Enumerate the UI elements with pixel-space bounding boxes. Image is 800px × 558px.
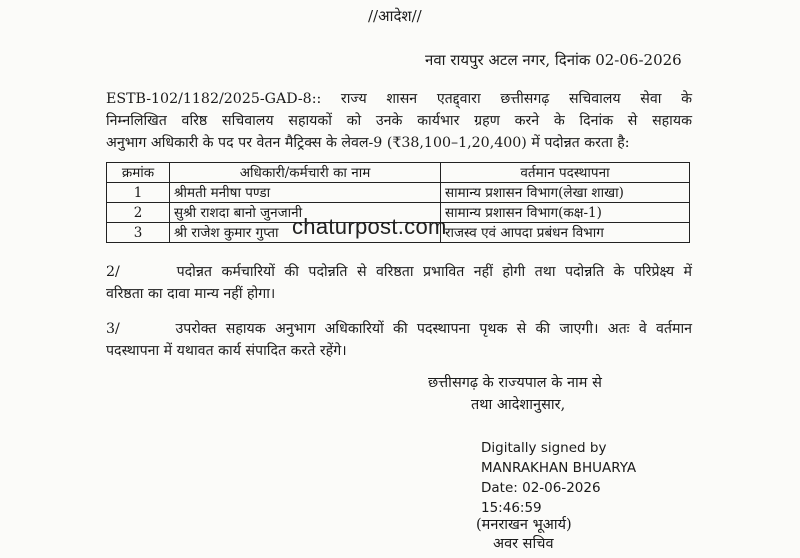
signatory-name: (मनराखन भूआर्य)	[476, 517, 572, 533]
name-cell: श्रीमती मनीषा पण्डा	[170, 183, 441, 203]
paragraph-2	[106, 261, 692, 305]
table-row	[107, 183, 690, 203]
posting-cell: राजस्व एवं आपदा प्रबंधन विभाग	[441, 223, 690, 243]
order-line: निम्नलिखित वरिष्ठ सचिवालय सहायकों को उनके कार्यभार ग्रहण करने के दिनांक से सहायक	[106, 113, 692, 129]
place-and-date: नवा रायपुर अटल नगर, दिनांक 02-06-2026	[425, 51, 682, 69]
order-line: अनुभाग अधिकारी के पद पर वेतन मैट्रिक्स के लेवल-9 (₹38,100–1,20,400) में पदोन्नत करता है:	[106, 135, 630, 151]
paragraph-3	[106, 318, 692, 362]
table-header-row	[107, 163, 690, 183]
paragraph-line: पदस्थापना में यथावत कार्य संपादित करते रहेंगे।	[106, 343, 347, 359]
digital-signature-time: 15:46:59	[481, 500, 542, 516]
column-header-posting: वर्तमान पदस्थापना	[441, 163, 690, 183]
signature-order-line: तथा आदेशानुसार,	[471, 397, 566, 413]
serial-cell: 1	[107, 183, 170, 203]
name-cell: श्री राजेश कुमार गुप्ता	[170, 223, 441, 243]
paragraph-line: वरिष्ठता का दावा मान्य नहीं होगा।	[106, 286, 276, 302]
order-paragraph	[106, 88, 692, 154]
serial-cell: 3	[107, 223, 170, 243]
watermark-text: chaturpost.com	[292, 214, 447, 239]
digital-signature-date: Date: 02-06-2026	[481, 480, 601, 496]
name-cell: सुश्री राशदा बानो जुनजानी	[170, 203, 441, 223]
signatory-designation: अवर सचिव	[493, 536, 554, 552]
serial-cell: 2	[107, 203, 170, 223]
column-header-serial: क्रमांक	[107, 163, 170, 183]
paragraph-line: 2/ पदोन्नत कर्मचारियों की पदोन्नति से वरिष्ठता प्रभावित नहीं होगी तथा पदोन्नति के परिप्रेक्ष्य में	[106, 264, 692, 280]
paragraph-line: 3/ उपरोक्त सहायक अनुभाग अधिकारियों की पदस्थापना पृथक से की जाएगी। अतः वे वर्तमान	[106, 321, 692, 337]
posting-cell: सामान्य प्रशासन विभाग(लेखा शाखा)	[441, 183, 690, 203]
order-line: ESTB-102/1182/2025-GAD-8:: राज्य शासन एतद्द्वारा छत्तीसगढ़ सचिवालय सेवा के	[106, 91, 692, 107]
signature-authority-line: छत्तीसगढ़ के राज्यपाल के नाम से	[428, 375, 602, 391]
digital-signature-block	[481, 438, 636, 518]
posting-cell: सामान्य प्रशासन विभाग(कक्ष-1)	[441, 203, 690, 223]
order-heading: //आदेश//	[368, 7, 422, 25]
digital-signature-line: Digitally signed by	[481, 440, 607, 456]
digital-signer-name: MANRAKHAN BHUARYA	[481, 460, 637, 476]
column-header-name: अधिकारी/कर्मचारी का नाम	[170, 163, 441, 183]
